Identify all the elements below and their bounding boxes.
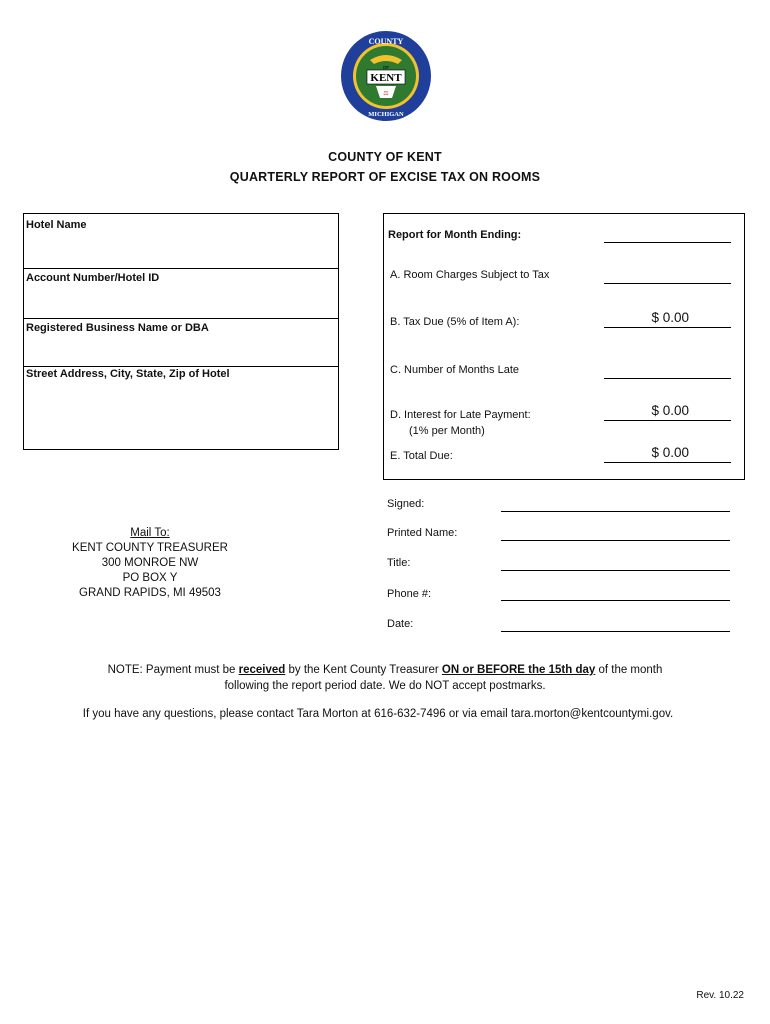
- room-charges-field[interactable]: [604, 264, 731, 284]
- address-row: [24, 367, 338, 449]
- page-title-report: QUARTERLY REPORT OF EXCISE TAX ON ROOMS: [229, 170, 541, 184]
- date-field[interactable]: [501, 614, 730, 632]
- tax-due-label: B. Tax Due (5% of Item A):: [390, 316, 520, 328]
- svg-text:⚖: ⚖: [383, 91, 389, 97]
- room-charges-label: A. Room Charges Subject to Tax: [390, 269, 550, 281]
- address-label: Street Address, City, State, Zip of Hotel: [26, 368, 230, 380]
- svg-text:KENT: KENT: [370, 72, 402, 84]
- mail-to-heading: Mail To:: [130, 527, 170, 539]
- title-field[interactable]: [501, 553, 730, 571]
- contact-info: If you have any questions, please contact Tara Morton at 616-632-7496 or via email tara.morton@kentcountymi.gov.: [82, 708, 674, 720]
- interest-rate-note: (1% per Month): [409, 425, 485, 437]
- svg-text:MICHIGAN: MICHIGAN: [368, 111, 404, 118]
- page-title-county: COUNTY OF KENT: [328, 150, 442, 164]
- note-deadline: ON or BEFORE the 15th day: [441, 664, 596, 676]
- total-due-label: E. Total Due:: [390, 450, 453, 462]
- account-label: Account Number/Hotel ID: [26, 272, 160, 284]
- hotel-info-box: [23, 213, 339, 450]
- revision-label: Rev. 10.22: [696, 990, 744, 1001]
- hotel-name-row: [24, 214, 338, 269]
- printed-name-label: Printed Name:: [387, 527, 458, 539]
- months-late-label: C. Number of Months Late: [390, 364, 520, 376]
- note-received: received: [238, 664, 286, 676]
- svg-text:COUNTY: COUNTY: [368, 37, 404, 46]
- interest-label: D. Interest for Late Payment:: [390, 409, 531, 421]
- note-text: by the Kent County Treasurer: [285, 664, 442, 676]
- mail-to-line: 300 MONROE NW: [101, 557, 199, 569]
- mail-to-line: PO BOX Y: [122, 572, 178, 584]
- payment-note-line2: following the report period date. We do NOT accept postmarks.: [224, 680, 546, 692]
- address-field[interactable]: [28, 428, 334, 446]
- phone-label: Phone #:: [387, 588, 432, 600]
- months-late-field[interactable]: [604, 359, 731, 379]
- note-text: of the month: [595, 664, 663, 676]
- interest-field[interactable]: $ 0.00: [604, 401, 731, 421]
- month-ending-label: Report for Month Ending:: [388, 229, 522, 241]
- business-row: [24, 319, 338, 367]
- date-label: Date:: [387, 618, 414, 630]
- svg-text:OF: OF: [382, 65, 390, 70]
- phone-field[interactable]: [501, 583, 730, 601]
- business-name-label: Registered Business Name or DBA: [26, 322, 209, 334]
- total-due-field[interactable]: $ 0.00: [604, 443, 731, 463]
- note-text: NOTE: Payment must be: [107, 664, 239, 676]
- hotel-name-field[interactable]: [28, 247, 334, 265]
- title-label: Title:: [387, 557, 411, 569]
- mail-to-line: GRAND RAPIDS, MI 49503: [79, 587, 221, 599]
- business-name-field[interactable]: [28, 345, 334, 363]
- printed-name-field[interactable]: [501, 523, 730, 541]
- payment-note: [0, 662, 770, 678]
- county-seal-logo: [340, 30, 432, 122]
- signature-field[interactable]: [501, 494, 730, 512]
- account-number-field[interactable]: [28, 297, 334, 315]
- report-box: [383, 213, 745, 480]
- account-row: [24, 269, 338, 319]
- mail-to-line: KENT COUNTY TREASURER: [72, 542, 228, 554]
- tax-due-field[interactable]: $ 0.00: [604, 308, 731, 328]
- month-ending-field[interactable]: [604, 223, 731, 243]
- mail-to-block: [40, 526, 260, 601]
- signed-label: Signed:: [387, 498, 425, 510]
- hotel-name-label: Hotel Name: [26, 219, 87, 231]
